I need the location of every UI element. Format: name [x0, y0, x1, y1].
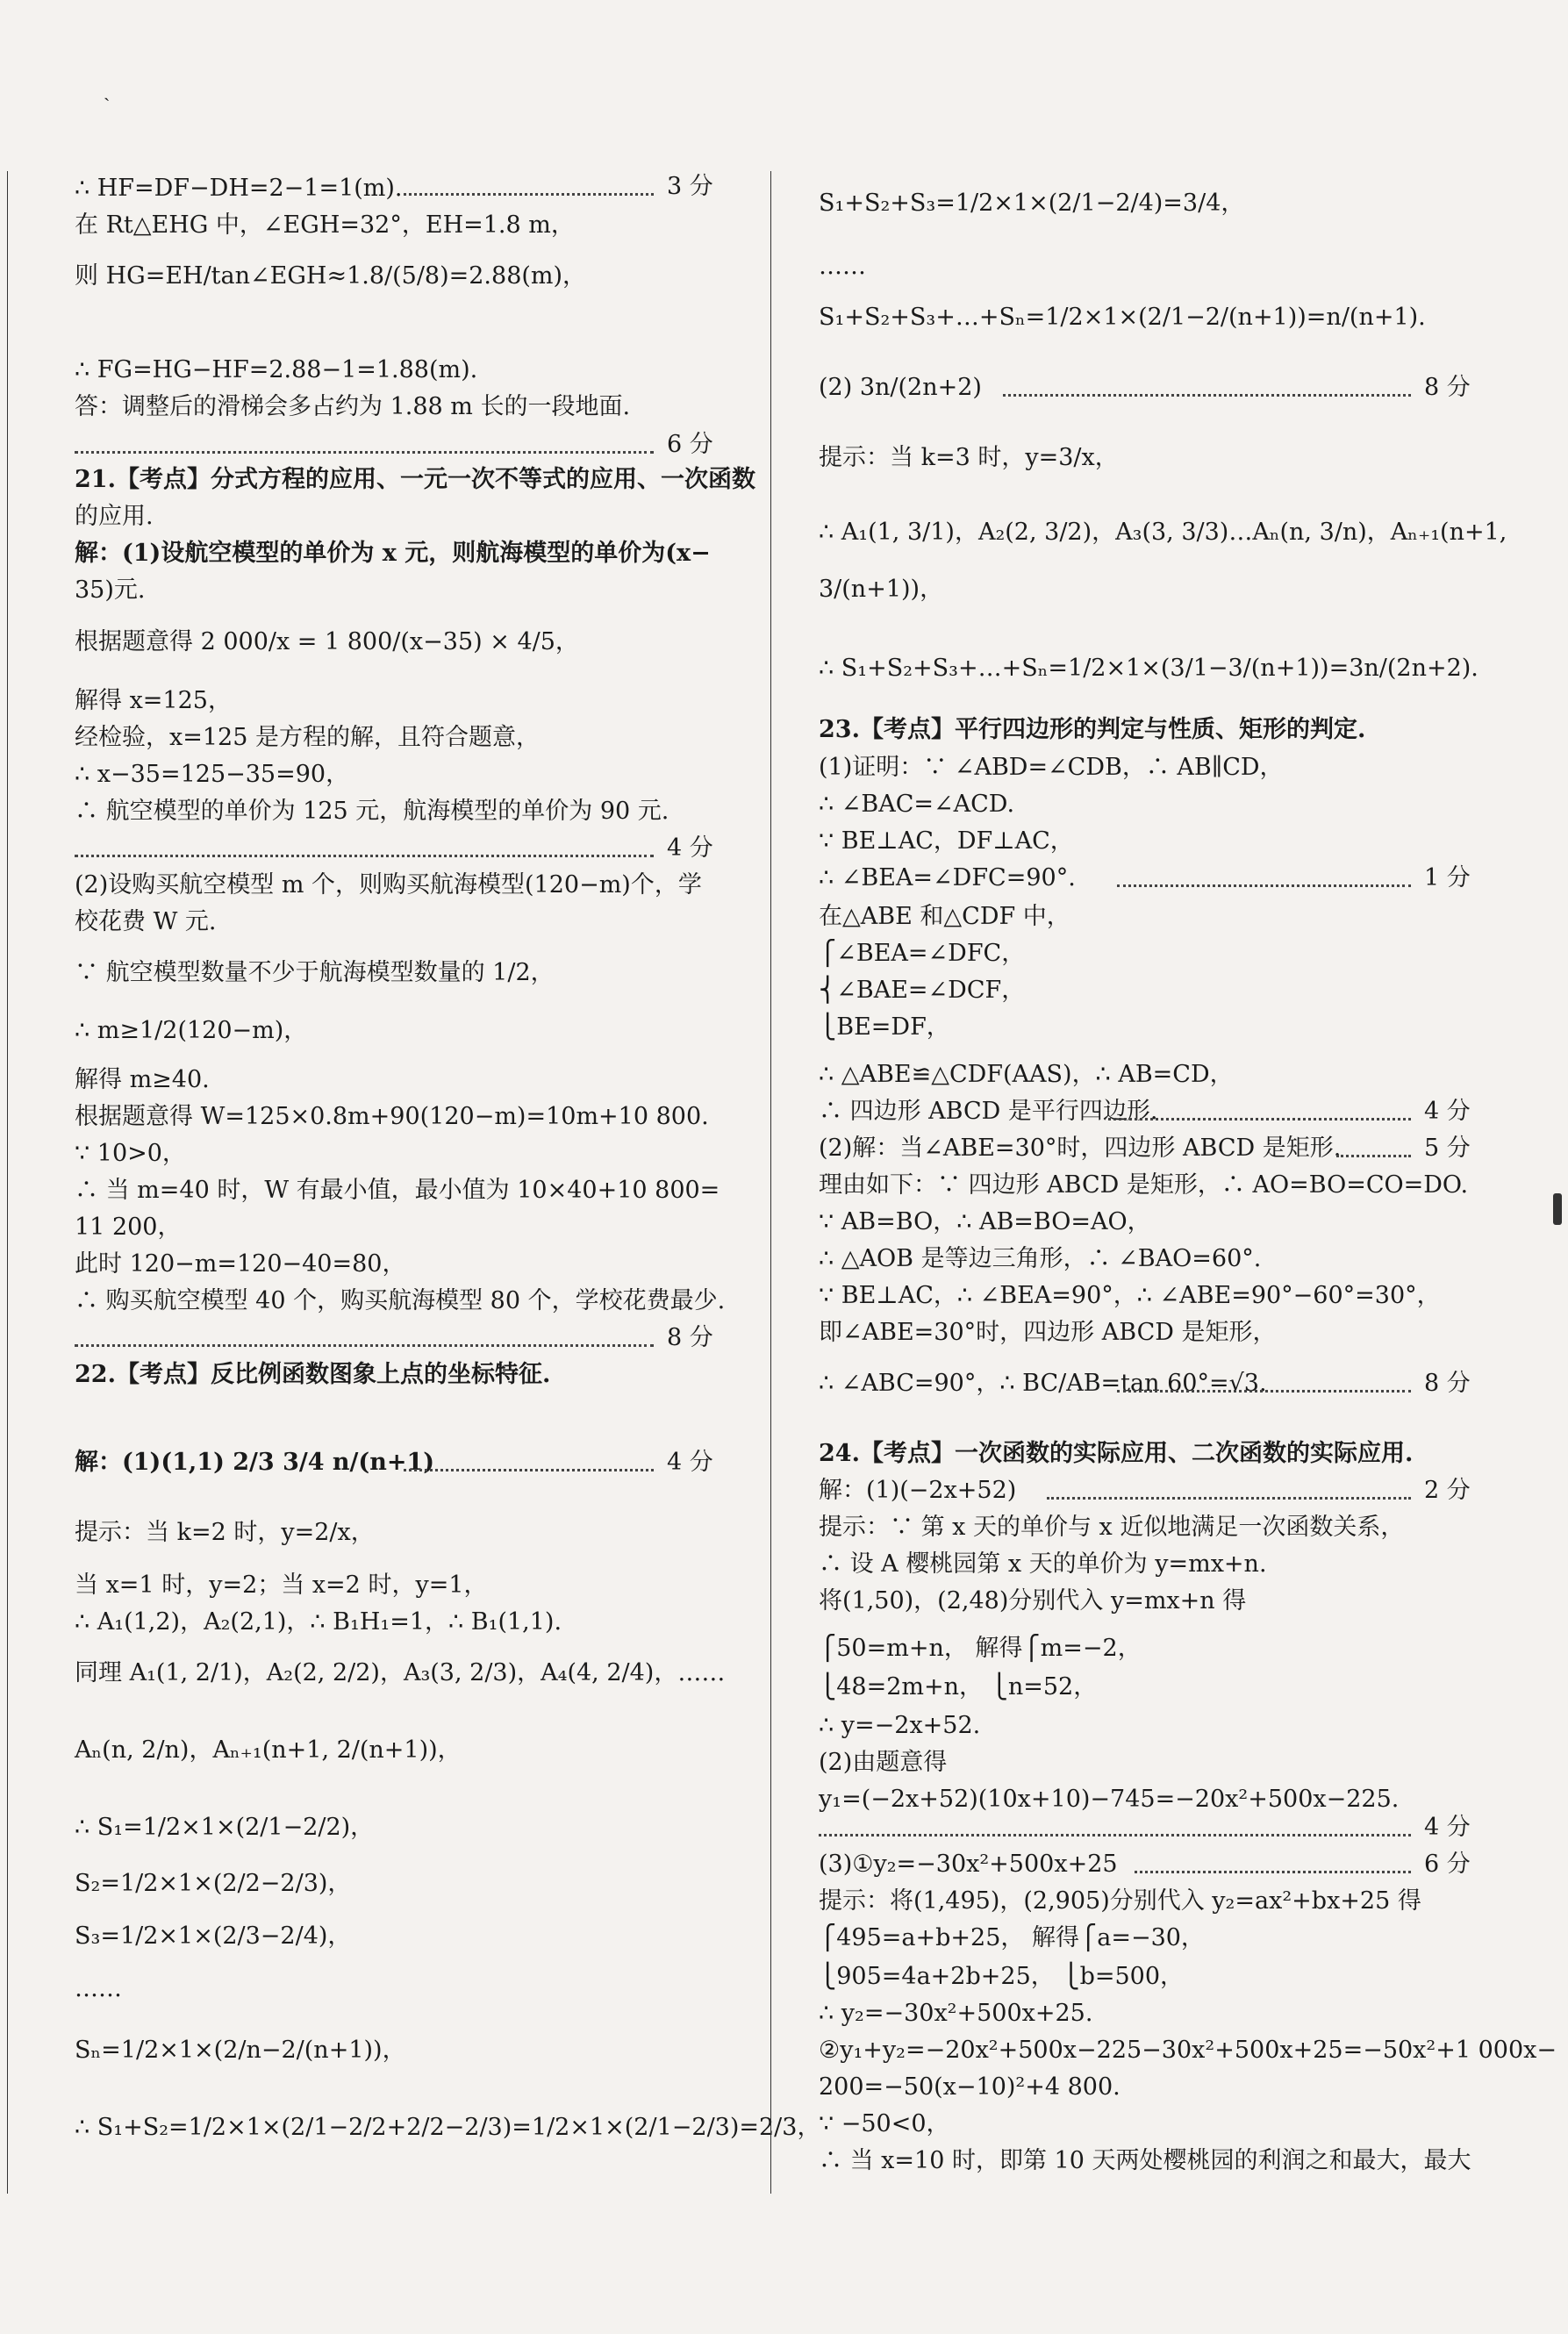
text-line: ∴ 航空模型的单价为 125 元，航海模型的单价为 90 元. — [75, 798, 669, 825]
text-line: ∴ A₁(1, 3/1)，A₂(2, 3/2)，A₃(3, 3/3)…Aₙ(n, 3/n)，Aₙ₊₁(n+1, — [819, 519, 1507, 546]
text-line: 当 x=1 时，y=2；当 x=2 时，y=1， — [75, 1572, 488, 1599]
page-corner-mark: ˎ — [104, 80, 111, 102]
score-leader-dots — [75, 855, 654, 857]
text-line: 11 200， — [75, 1214, 182, 1241]
score-points: 4 分 — [1424, 1814, 1471, 1841]
text-line: (2)设购买航空模型 m 个，则购买航海模型(120−m)个，学 — [75, 871, 702, 899]
score-leader-dots — [819, 1834, 1411, 1836]
score-points: 4 分 — [1424, 1098, 1471, 1125]
score-points: 4 分 — [667, 834, 713, 862]
text-line: 提示：当 k=2 时，y=2/x， — [75, 1519, 375, 1546]
text-line: ∵ 航空模型数量不少于航海模型数量的 1/2， — [75, 959, 555, 986]
edge-mark — [1553, 1193, 1562, 1225]
text-line: 解：(1)设航空模型的单价为 x 元，则航海模型的单价为(x− — [75, 540, 711, 567]
text-line: 理由如下：∵ 四边形 ABCD 是矩形，∴ AO=BO=CO=DO. — [819, 1171, 1469, 1199]
score-leader-dots — [75, 1344, 654, 1347]
text-line: ∴ S₁+S₂=1/2×1×(2/1−2/2+2/2−2/3)=1/2×1×(2/1−2/3)=2/3， — [75, 2114, 821, 2141]
left-margin-rule — [7, 171, 8, 2194]
right-column — [784, 0, 1568, 2334]
score-leader-dots — [1003, 394, 1411, 397]
text-line: (3)①y₂=−30x²+500x+25 — [819, 1851, 1118, 1878]
text-line: S₂=1/2×1×(2/2−2/3)， — [75, 1870, 352, 1897]
text-line: 3/(n+1))， — [819, 576, 944, 603]
score-points: 8 分 — [1424, 1370, 1471, 1397]
text-line: S₁+S₂+S₃=1/2×1×(2/1−2/4)=3/4， — [819, 190, 1245, 217]
text-line: (2) 3n/(2n+2) — [819, 374, 982, 401]
text-line: (2)解：当∠ABE=30°时，四边形 ABCD 是矩形. — [819, 1135, 1342, 1162]
text-line: ∴ ∠BAC=∠ACD. — [819, 791, 1015, 818]
score-leader-dots — [404, 193, 654, 196]
text-line: 经检验，x=125 是方程的解，且符合题意， — [75, 724, 540, 751]
score-leader-dots — [404, 1469, 654, 1471]
text-line: ∴ 购买航空模型 40 个，购买航海模型 80 个，学校花费最少. — [75, 1287, 726, 1314]
text-line: 同理 A₁(1, 2/1)，A₂(2, 2/2)，A₃(3, 2/3)，A₄(4, 2/4)，…… — [75, 1659, 726, 1686]
text-line: 在 Rt△EHG 中，∠EGH=32°，EH=1.8 m， — [75, 211, 575, 239]
score-points: 8 分 — [667, 1324, 713, 1351]
text-line: ∴ S₁=1/2×1×(2/1−2/2)， — [75, 1814, 375, 1841]
text-line: ∴ 四边形 ABCD 是平行四边形. — [819, 1098, 1158, 1125]
text-line: ∴ S₁+S₂+S₃+…+Sₙ=1/2×1×(3/1−3/(n+1))=3n/(2n+2). — [819, 655, 1479, 682]
score-points: 3 分 — [667, 173, 713, 200]
text-line: ∴ x−35=125−35=90， — [75, 761, 350, 788]
text-line: 校花费 W 元. — [75, 908, 217, 935]
text-line: S₁+S₂+S₃+…+Sₙ=1/2×1×(2/1−2/(n+1))=n/(n+1). — [819, 304, 1426, 331]
text-line: ⎧495=a+b+25， 解得⎧a=−30， — [819, 1924, 1205, 1951]
text-line: 则 HG=EH/tan∠EGH≈1.8/(5/8)=2.88(m)， — [75, 262, 587, 290]
score-leader-dots — [1108, 1118, 1411, 1120]
text-line: 此时 120−m=120−40=80， — [75, 1250, 406, 1278]
text-line: 提示：将(1,495)，(2,905)分别代入 y₂=ax²+bx+25 得 — [819, 1887, 1421, 1915]
text-line: ∵ 10>0， — [75, 1140, 186, 1167]
text-line: Aₙ(n, 2/n)，Aₙ₊₁(n+1, 2/(n+1))， — [75, 1736, 462, 1764]
text-line: 将(1,50)，(2,48)分别代入 y=mx+n 得 — [819, 1587, 1247, 1614]
text-line: ∴ HF=DF−DH=2−1=1(m). — [75, 175, 403, 202]
text-line: ∴ 当 m=40 时，W 有最小值，最小值为 10×40+10 800= — [75, 1177, 720, 1204]
text-line: ∵ AB=BO，∴ AB=BO=AO， — [819, 1208, 1151, 1235]
text-line: ⎧∠BEA=∠DFC， — [819, 940, 1026, 967]
column-divider — [770, 171, 771, 2194]
text-line: 解：(1)(1,1) 2/3 3/4 n/(n+1) — [75, 1449, 435, 1476]
text-line: ∴ y=−2x+52. — [819, 1712, 981, 1739]
text-line: S₃=1/2×1×(2/3−2/4)， — [75, 1922, 352, 1950]
text-line: 解得 m≥40. — [75, 1066, 210, 1093]
score-leader-dots — [1117, 1390, 1411, 1393]
score-leader-dots — [75, 451, 654, 454]
text-line: 答：调整后的滑梯会多占约为 1.88 m 长的一段地面. — [75, 393, 631, 420]
score-points: 6 分 — [667, 431, 713, 458]
text-line: 23.【考点】平行四边形的判定与性质、矩形的判定. — [819, 716, 1366, 743]
text-line: ⎩48=2m+n， ⎩n=52， — [819, 1673, 1098, 1700]
text-line: …… — [819, 253, 866, 280]
text-line: 解：(1)(−2x+52) — [819, 1477, 1017, 1504]
text-line: (1)证明：∵ ∠ABD=∠CDB，∴ AB∥CD， — [819, 754, 1284, 781]
text-line: ∵ −50<0， — [819, 2110, 950, 2137]
text-line: ②y₁+y₂=−20x²+500x−225−30x²+500x+25=−50x²+1 000x− — [819, 2037, 1557, 2064]
score-leader-dots — [1336, 1155, 1411, 1157]
score-leader-dots — [1117, 884, 1411, 887]
text-line: 200=−50(x−10)²+4 800. — [819, 2073, 1121, 2101]
text-line: ∵ BE⊥AC，DF⊥AC， — [819, 827, 1074, 855]
score-points: 6 分 — [1424, 1851, 1471, 1878]
text-line: ⎩905=4a+2b+25， ⎩b=500， — [819, 1963, 1185, 1990]
text-line: ∴ ∠BEA=∠DFC=90°. — [819, 864, 1076, 891]
score-points: 1 分 — [1424, 864, 1471, 891]
text-line: ∴ 设 A 樱桃园第 x 天的单价为 y=mx+n. — [819, 1550, 1267, 1578]
text-line: ⎩BE=DF， — [819, 1013, 950, 1041]
text-line: ∴ A₁(1,2)，A₂(2,1)，∴ B₁H₁=1，∴ B₁(1,1). — [75, 1608, 562, 1636]
text-line: 根据题意得 W=125×0.8m+90(120−m)=10m+10 800. — [75, 1103, 709, 1130]
text-line: y₁=(−2x+52)(10x+10)−745=−20x²+500x−225. — [819, 1786, 1400, 1813]
text-line: 22.【考点】反比例函数图象上点的坐标特征. — [75, 1361, 551, 1388]
text-line: ⎨∠BAE=∠DCF， — [819, 977, 1026, 1004]
text-line: 提示：∵ 第 x 天的单价与 x 近似地满足一次函数关系， — [819, 1514, 1405, 1541]
text-line: 24.【考点】一次函数的实际应用、二次函数的实际应用. — [819, 1440, 1414, 1467]
text-line: ⎧50=m+n， 解得⎧m=−2， — [819, 1635, 1142, 1662]
text-line: 在△ABE 和△CDF 中， — [819, 903, 1070, 930]
text-line: 解得 x=125， — [75, 687, 232, 714]
text-line: ∴ FG=HG−HF=2.88−1=1.88(m). — [75, 356, 478, 383]
text-line: 的应用. — [75, 503, 154, 530]
text-line: Sₙ=1/2×1×(2/n−2/(n+1))， — [75, 2037, 406, 2064]
text-line: 21.【考点】分式方程的应用、一元一次不等式的应用、一次函数 — [75, 466, 755, 493]
text-line: ∴ △ABE≌△CDF(AAS)，∴ AB=CD， — [819, 1061, 1234, 1088]
text-line: …… — [75, 1975, 122, 2002]
text-line: 即∠ABE=30°时，四边形 ABCD 是矩形， — [819, 1319, 1277, 1346]
score-points: 4 分 — [667, 1449, 713, 1476]
score-points: 2 分 — [1424, 1477, 1471, 1504]
score-leader-dots — [1047, 1497, 1411, 1500]
text-line: ∵ BE⊥AC，∴ ∠BEA=90°，∴ ∠ABE=90°−60°=30°， — [819, 1282, 1441, 1309]
score-points: 8 分 — [1424, 374, 1471, 401]
text-line: ∴ 当 x=10 时，即第 10 天两处樱桃园的利润之和最大，最大 — [819, 2147, 1471, 2174]
text-line: 提示：当 k=3 时，y=3/x， — [819, 444, 1119, 471]
text-line: ∴ △AOB 是等边三角形，∴ ∠BAO=60°. — [819, 1245, 1262, 1272]
score-points: 5 分 — [1424, 1135, 1471, 1162]
text-line: (2)由题意得 — [819, 1749, 948, 1776]
text-line: 35)元. — [75, 576, 146, 604]
score-leader-dots — [1135, 1871, 1411, 1873]
text-line: 根据题意得 2 000/x = 1 800/(x−35) × 4/5， — [75, 628, 579, 655]
text-line: ∴ ∠ABC=90°，∴ BC/AB=tan 60°=√3. — [819, 1370, 1267, 1397]
text-line: ∴ y₂=−30x²+500x+25. — [819, 2000, 1093, 2027]
text-line: ∴ m≥1/2(120−m)， — [75, 1017, 308, 1044]
